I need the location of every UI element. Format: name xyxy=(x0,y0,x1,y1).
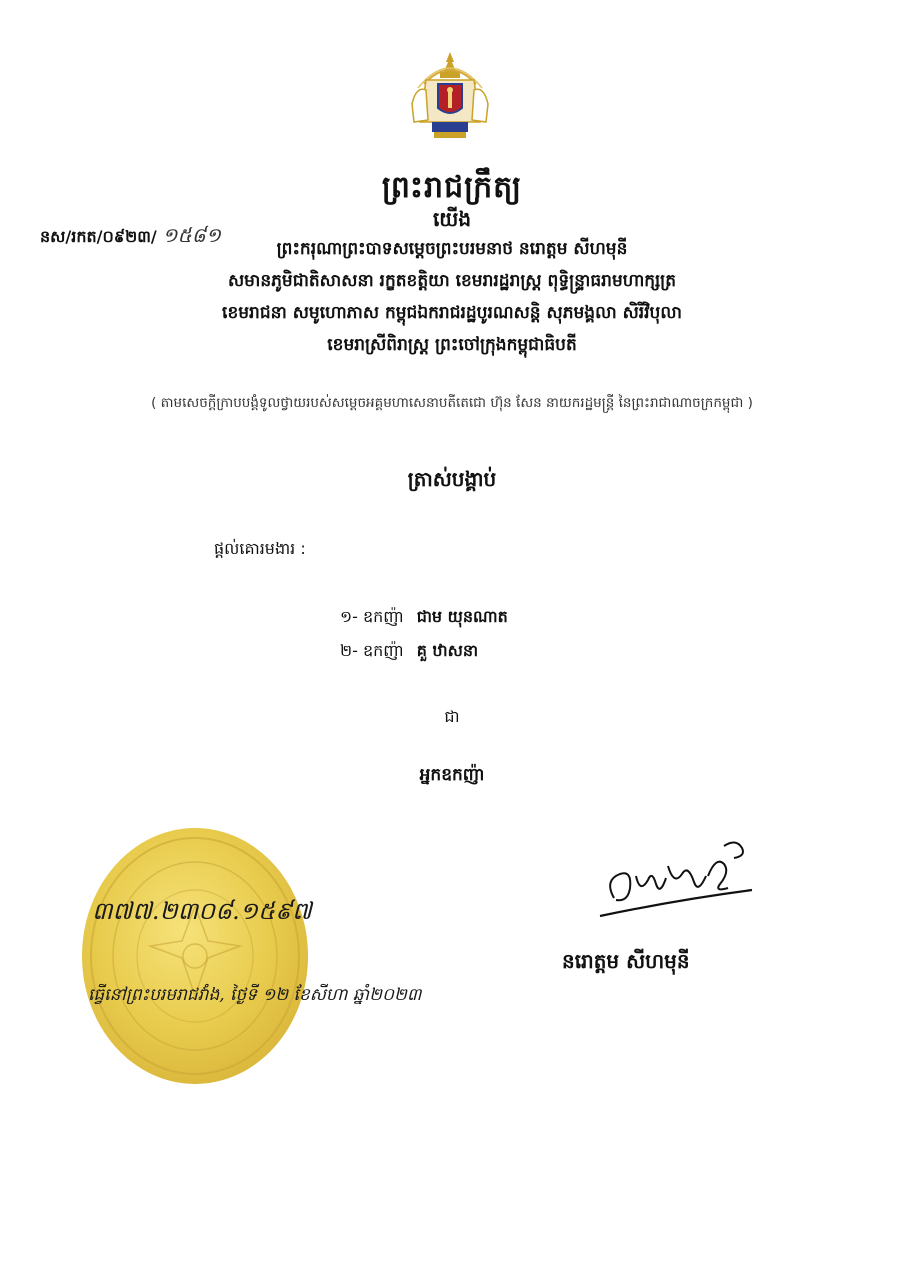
royal-coat-of-arms-icon xyxy=(404,50,496,142)
decree-heading: ត្រាស់បង្គាប់ xyxy=(407,467,497,491)
recipient-2 xyxy=(340,640,478,664)
grant-label: ផ្តល់គោរមងារ : xyxy=(214,539,306,558)
as-label: ជា xyxy=(444,707,460,726)
king-title-line-1: ព្រះករុណាព្រះបាទសម្តេចព្រះបរមនាថ នរោត្តម សីហមុនី xyxy=(276,239,628,259)
signer-name: នរោត្តម សីហមុនី xyxy=(562,949,690,973)
we-heading: យើង xyxy=(432,207,472,231)
embossed-gold-seal-icon xyxy=(80,826,310,1086)
reference-code: នស/រកត/០៩២៣/ xyxy=(40,227,157,246)
king-title-line-4: ខេមរាស្រីពិរាស្ត្រ ព្រះចៅក្រុងកម្ពុជាធិបតី xyxy=(327,335,577,355)
rank-title: អ្នកឧកញ៉ា xyxy=(419,765,485,785)
recipient-index: ២- ឧកញ៉ា xyxy=(340,641,404,660)
royal-signature-icon xyxy=(596,836,756,926)
recipient-index: ១- ឧកញ៉ា xyxy=(340,607,404,626)
handwritten-seal-number: ៣៧៧.២៣០៨.១៥៩៧ xyxy=(92,897,312,925)
king-title-line-3: ខេមរាជនា សមូហោភាស កម្ពុជឯករាជរដ្ឋបូរណសន្តិ សុភមង្គលា សិរីវិបុលា xyxy=(222,303,682,323)
document-title: ព្រះរាជក្រឹត្យ xyxy=(381,170,523,205)
recipient-1 xyxy=(340,606,508,630)
king-title-line-2: សមានភូមិជាតិសាសនា រក្ខតខត្តិយា ខេមរារដ្ឋរាស្ត្រ ពុទ្ធិន្ទ្រាធរាមហាក្សត្រ xyxy=(227,271,677,291)
recipient-name: គួ ឋាសនា xyxy=(416,641,479,660)
recipient-name: ជាម យុនណាត xyxy=(416,607,508,626)
proposal-note: ( តាមសេចក្តីក្រាបបង្គំទូលថ្វាយរបស់សម្តេចអគ្គមហាសេនាបតីតេជោ ហ៊ុន សែន នាយករដ្ឋមន្ត្រី នៃព្រះរាជាណាចក្រកម្ពុជា ) xyxy=(151,395,753,411)
handwritten-reference-number: ១៥៨១ xyxy=(162,223,221,247)
date-line: ធ្វើនៅព្រះបរមរាជវាំង, ថ្ងៃទី ១២ ខែសីហា ឆ្នាំ២០២៣ xyxy=(88,985,422,1005)
